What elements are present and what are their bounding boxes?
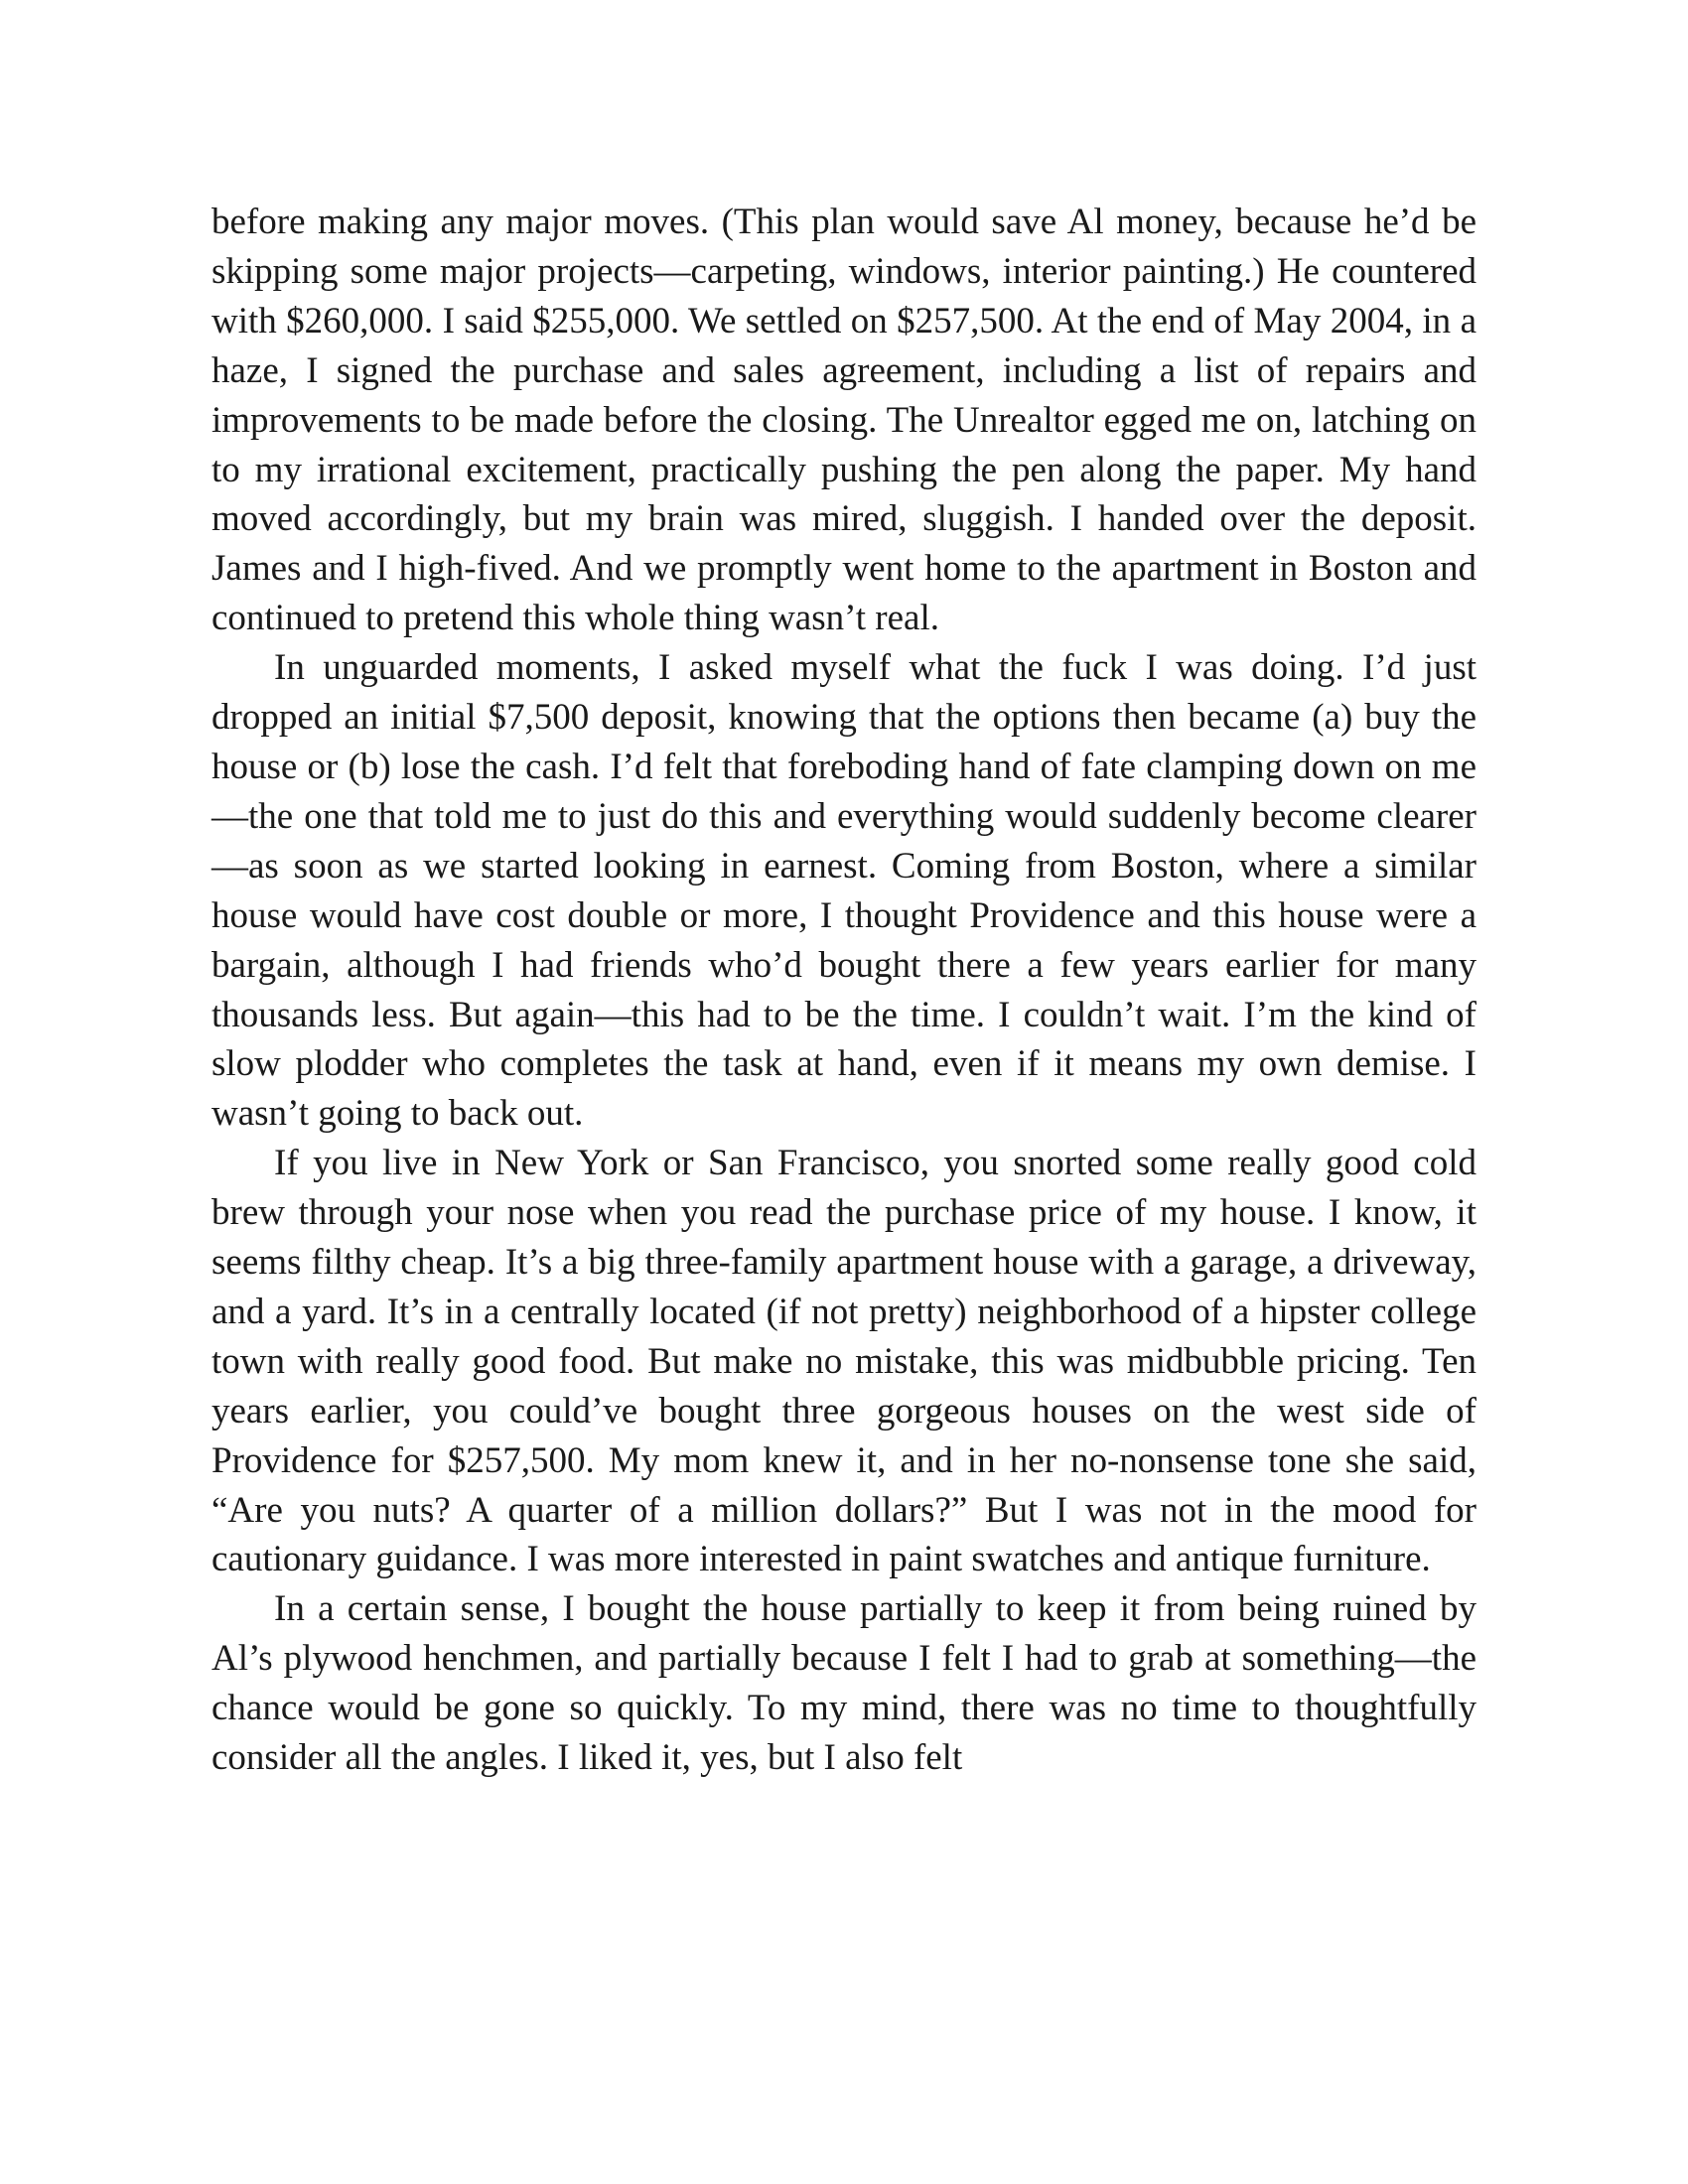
paragraph: If you live in New York or San Francisco, you snorted some really good cold brew through your nose when you read the purchase price of my house. I know, it seems filthy cheap. It’s a big three-family apartment house with a garage, a driveway, and a yard. It’s in a centrally located (if not pretty) neighborhood of a hipster college town with really good food. But make no mistake, this was midbubble pricing. Ten years earlier, you could’ve bought three gorgeous houses on the west side of Providence for $257,500. My mom knew it, and in her no-nonsense tone she said, “Are you nuts? A quarter of a million dollars?” But I was not in the mood for cautionary guidance. I was more interested in paint swatches and antique furniture. [211,1143,1477,1580]
paragraph-continued: before making any major moves. (This plan would save Al money, because he’d be skipping some major projects—carpeting, windows, interior painting.) He countered with $260,000. I said $255,000. We settled on $257,500. At the end of May 2004, in a haze, I signed the purchase and sales agreement, including a list of repairs and improvements to be made before the closing. The Unrealtor egged me on, latching on to my irrational excitement, practically pushing the pen along the paper. My hand moved accordingly, but my brain was mired, sluggish. I handed over the deposit. James and I high-fived. And we promptly went home to the apartment in Boston and continued to pretend this whole thing wasn’t real. [211,202,1477,639]
paragraph: In unguarded moments, I asked myself what the fuck I was doing. I’d just dropped an initial $7,500 deposit, knowing that the options then became (a) buy the house or (b) lose the cash. I’d felt that foreboding hand of fate clamping down on me—the one that told me to just do this and everything would suddenly become clearer—as soon as we started looking in earnest. Coming from Boston, where a similar house would have cost double or more, I thought Providence and this house were a bargain, although I had friends who’d bought there a few years earlier for many thousands less. But again—this had to be the time. I couldn’t wait. I’m the kind of slow plodder who completes the task at hand, even if it means my own demise. I wasn’t going to back out. [211,647,1477,1135]
paragraph: In a certain sense, I bought the house partially to keep it from being ruined by Al’s plywood henchmen, and partially because I felt I had to grab at something—the chance would be gone so quickly. To my mind, there was no time to thoughtfully consider all the angles. I liked it, yes, but I also felt [211,1588,1477,1779]
body-text [211,198,1477,1783]
